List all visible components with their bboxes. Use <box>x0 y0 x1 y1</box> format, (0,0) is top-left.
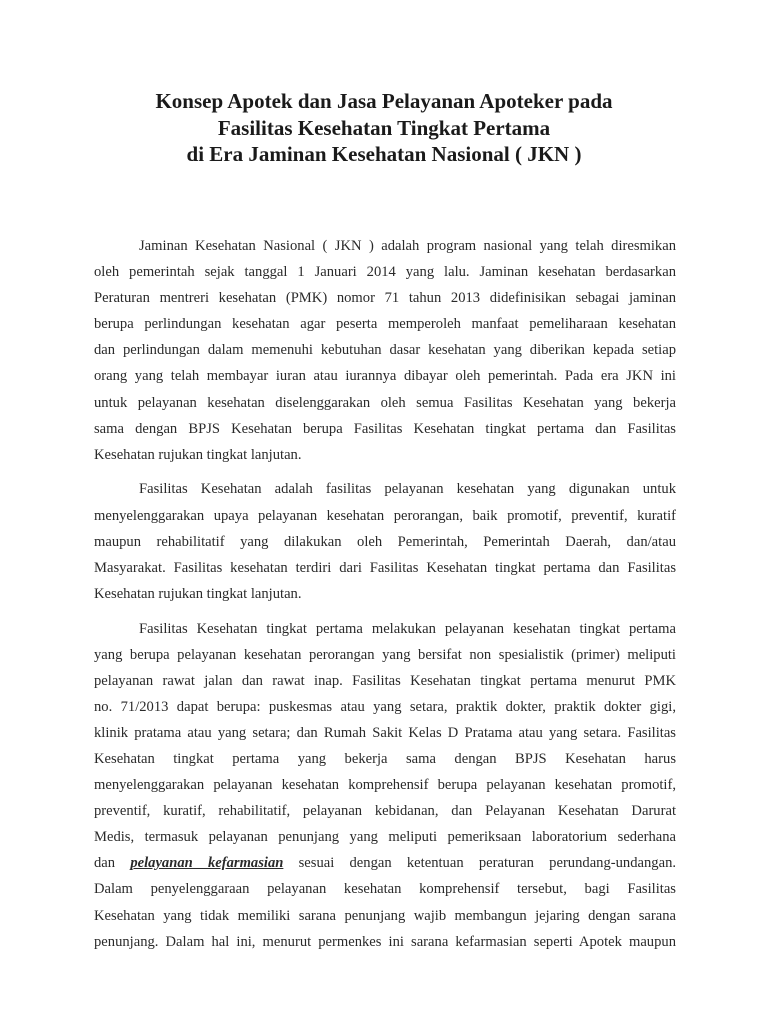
paragraph-jkn <box>94 233 676 468</box>
text-line: Masyarakat. Fasilitas kesehatan terdiri dari Fasilitas Kesehatan tingkat pertama dan Fasilitas <box>94 559 676 576</box>
emphasis-pelayanan-kefarmasian: pelayanan kefarmasian <box>130 855 284 872</box>
text-line: Kesehatan rujukan tingkat lanjutan. <box>94 446 302 463</box>
text-line: Kesehatan rujukan tingkat lanjutan. <box>94 585 302 602</box>
text-line: orang yang telah membayar iuran atau iurannya dibayar oleh pemerintah. Pada era JKN ini <box>94 368 676 385</box>
emphasis-after: sesuai dengan ketentuan peraturan perundang-undangan. <box>283 855 677 872</box>
text-line: maupun rehabilitatif yang dilakukan oleh Pemerintah, Pemerintah Daerah, dan/atau <box>94 533 676 550</box>
document-title <box>60 88 708 168</box>
text-line: oleh pemerintah sejak tanggal 1 Januari 2014 yang lalu. Jaminan kesehatan berdasarkan <box>94 264 676 281</box>
text-line: Kesehatan tingkat pertama yang bekerja sama dengan BPJS Kesehatan harus <box>94 750 676 767</box>
title-line-1: Konsep Apotek dan Jasa Pelayanan Apoteker pada <box>155 89 613 113</box>
paragraph-fasilitas <box>94 476 676 606</box>
text-line: Dalam penyelenggaraan pelayanan kesehatan komprehensif tersebut, bagi Fasilitas <box>94 881 676 898</box>
title-line-2: Fasilitas Kesehatan Tingkat Pertama <box>217 115 551 140</box>
text-line-emphasis <box>94 850 676 876</box>
text-line: menyelenggarakan pelayanan kesehatan komprehensif berupa pelayanan kesehatan promotif, <box>94 777 676 794</box>
text-line: menyelenggarakan upaya pelayanan kesehatan perorangan, baik promotif, preventif, kuratif <box>94 507 676 524</box>
text-line: Peraturan mentreri kesehatan (PMK) nomor 71 tahun 2013 didefinisikan sebagai jaminan <box>94 290 676 307</box>
text-line: Fasilitas Kesehatan tingkat pertama melakukan pelayanan kesehatan tingkat pertama <box>139 620 676 637</box>
text-line: untuk pelayanan kesehatan diselenggarakan oleh semua Fasilitas Kesehatan yang bekerja <box>94 394 676 411</box>
text-line: no. 71/2013 dapat berupa: puskesmas atau yang setara, praktik dokter, praktik dokter gigi, <box>94 698 676 715</box>
text-line: sama dengan BPJS Kesehatan berupa Fasilitas Kesehatan tingkat pertama dan Fasilitas <box>94 420 676 437</box>
text-line: yang berupa pelayanan kesehatan perorangan yang bersifat non spesialistik (primer) meliputi <box>94 646 676 663</box>
text-line: Kesehatan yang tidak memiliki sarana penunjang wajib membangun jejaring dengan sarana <box>94 907 676 924</box>
text-line: klinik pratama atau yang setara; dan Rumah Sakit Kelas D Pratama atau yang setara. Fasilitas <box>94 724 676 741</box>
text-line: Jaminan Kesehatan Nasional ( JKN ) adalah program nasional yang telah diresmikan <box>139 238 676 254</box>
text-line: penunjang. Dalam hal ini, menurut permenkes ini sarana kefarmasian seperti Apotek maupun <box>94 933 676 950</box>
title-line-3: di Era Jaminan Kesehatan Nasional ( JKN ) <box>186 142 582 166</box>
text-line: berupa perlindungan kesehatan agar peserta memperoleh manfaat pemeliharaan kesehatan <box>94 316 676 333</box>
text-line: Medis, termasuk pelayanan penunjang yang meliputi pemeriksaan laboratorium sederhana <box>94 829 676 846</box>
paragraph-fktp <box>94 616 676 955</box>
text-line: preventif, kuratif, rehabilitatif, pelayanan kebidanan, dan Pelayanan Kesehatan Darurat <box>94 803 676 820</box>
document-body <box>94 233 676 963</box>
text-line: pelayanan rawat jalan dan rawat inap. Fasilitas Kesehatan tingkat pertama menurut PMK <box>94 672 676 689</box>
text-line: dan perlindungan dalam memenuhi kebutuhan dasar kesehatan yang diberikan kepada setiap <box>94 342 676 359</box>
emphasis-before: dan <box>94 855 131 872</box>
text-line: Fasilitas Kesehatan adalah fasilitas pelayanan kesehatan yang digunakan untuk <box>139 481 676 498</box>
